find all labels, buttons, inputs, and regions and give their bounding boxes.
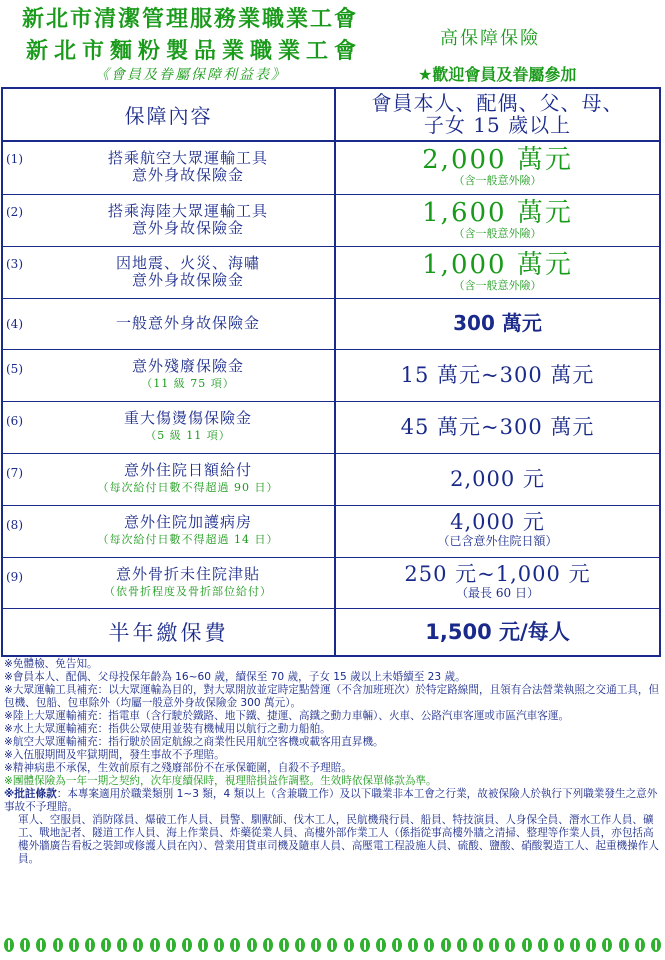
amount-note: （含一般意外險） <box>453 174 542 187</box>
premium-cell <box>336 620 659 644</box>
table-header-row <box>3 89 659 142</box>
endorsement-label: ※批註條款 <box>4 788 57 800</box>
row-number: (3) <box>6 257 23 271</box>
coverage-line1: 意外骨折未住院津貼 <box>115 565 260 583</box>
note-no-exam: ※免體檢、免告知。 <box>4 658 98 670</box>
amount-cell <box>336 467 659 491</box>
slogan: 高保障保險 <box>440 28 540 49</box>
coverage-text <box>43 203 333 237</box>
leaf-icon <box>164 936 178 954</box>
row-number: (5) <box>6 362 23 376</box>
leaf-icon <box>649 936 663 954</box>
notes-section <box>4 658 660 866</box>
table-row <box>3 142 659 195</box>
row-number: (7) <box>6 466 23 480</box>
coverage-line1: 搭乘海陸大眾運輸工具 <box>107 202 268 220</box>
header-coverage: 保障內容 <box>124 104 213 128</box>
leaf-icon <box>277 936 291 954</box>
welcome-banner: ★歡迎會員及眷屬參加 <box>418 65 577 84</box>
coverage-line2: （5 級 11 項） <box>145 429 231 442</box>
amount-note: （已含意外住院日額） <box>437 534 558 548</box>
premium-value: 1,500 元/每人 <box>425 620 570 644</box>
row-number: (2) <box>6 205 23 219</box>
amount-value: 300 萬元 <box>453 311 542 335</box>
amount-value: 1,000 萬元 <box>422 250 573 280</box>
header-insured <box>336 92 659 136</box>
leaf-icon <box>293 936 307 954</box>
leaf-icon <box>520 936 534 954</box>
row-number: (4) <box>6 317 23 331</box>
leaf-icon <box>552 936 566 954</box>
coverage-text <box>43 566 333 600</box>
footer-leaf-border <box>0 936 665 960</box>
note-mental-illness: ※精神病患不承保，生效前原有之殘廢部份不在承保範圍，自殺不予理賠。 <box>4 762 352 774</box>
note-air-transit: ※航空大眾運輸補充：指行駛於固定航線之商業性民用航空客機或載客用直昇機。 <box>4 736 384 748</box>
amount-note: （含一般意外險） <box>453 227 542 240</box>
note-military-prison: ※入伍服期間及牢獄期間，發生事故不予理賠。 <box>4 749 225 761</box>
header-insured-line2: 子女 15 歲以上 <box>423 113 572 137</box>
amount-value: 2,000 元 <box>450 467 545 491</box>
leaf-icon <box>325 936 339 954</box>
leaf-icon <box>51 936 65 954</box>
table-row <box>3 195 659 247</box>
table-row <box>3 402 659 454</box>
table-row <box>3 350 659 402</box>
leaf-icon <box>342 936 356 954</box>
coverage-text <box>43 462 333 496</box>
amount-note: （最長 60 日） <box>456 586 539 600</box>
leaf-icon <box>455 936 469 954</box>
coverage-text <box>43 514 333 548</box>
coverage-text <box>43 255 333 289</box>
amount-value: 1,600 萬元 <box>422 198 573 228</box>
note-water-transit: ※水上大眾運輸補充：指供公眾使用並裝有機械用以航行之動力船舶。 <box>4 723 331 735</box>
coverage-line1: 因地震、火災、海嘯 <box>115 254 260 272</box>
row-number: (8) <box>6 518 23 532</box>
note-land-transit: ※陸上大眾運輸補充：指電車（含行駛於鐵路、地下鐵、捷運、高鐵之動力車輛）、火車、公路汽車客運或市區汽車客運。 <box>4 710 570 722</box>
leaf-icon <box>99 936 113 954</box>
leaf-icon <box>212 936 226 954</box>
leaf-icon <box>374 936 388 954</box>
leaf-icon <box>83 936 97 954</box>
union-name-flour: 新北市麵粉製品業職業工會 <box>26 38 363 64</box>
amount-value: 45 萬元~300 萬元 <box>400 415 595 439</box>
coverage-line1: 搭乘航空大眾運輸工具 <box>107 149 268 167</box>
coverage-line1: 意外住院加護病房 <box>123 513 252 531</box>
coverage-line2: （依骨折程度及骨折部位給付） <box>104 585 272 598</box>
coverage-line2: 意外身故保險金 <box>131 271 244 289</box>
table-subtitle: 《會員及眷屬保障利益表》 <box>95 67 287 83</box>
note-mass-transit: ※大眾運輸工具補充：以大眾運輸為目的，對大眾開放並定時定點營運（不含加班班次）於特定路線間，且領有合法營業執照之交通工具，但包機、包船、包車除外（均屬一般意外身故保險金 300 萬元）。 <box>4 684 660 709</box>
coverage-line1: 重大傷燙傷保險金 <box>123 409 252 427</box>
leaf-icon <box>422 936 436 954</box>
note-group-insurance: ※團體保險為一年一期之契約，次年度續保時，視理賠損益作調整。生效時依保單條款為準。 <box>4 775 437 787</box>
note-endorsement <box>4 788 660 814</box>
amount-cell <box>336 146 659 188</box>
leaf-icon <box>633 936 647 954</box>
table-row <box>3 299 659 350</box>
leaf-icon <box>180 936 194 954</box>
leaf-icon <box>439 936 453 954</box>
coverage-line2: 意外身故保險金 <box>131 219 244 237</box>
coverage-line1: 意外殘廢保險金 <box>131 357 244 375</box>
leaf-icon <box>261 936 275 954</box>
row-number: (6) <box>6 414 23 428</box>
coverage-line1: 意外住院日額給付 <box>123 461 252 479</box>
leaf-icon <box>2 936 16 954</box>
union-name-cleaning: 新北市清潔管理服務業職業工會 <box>22 6 359 32</box>
note-excluded-occupations: 軍人、空服員、消防隊員、爆破工作人員、員警、馴獸師、伐木工人，民航機飛行員、船員、特技演員、人身保全員、潛水工作人員、礦工、戰地記者、隧道工作人員、海上作業員、炸藥從業人員、高樓外部作業工人（係指從事高樓外牆之清掃、整理等作業人員，亦包括高樓外牆廣告看板之裝卸或修護人員在內）、營業用貨車司機及隨車人員、高壓電工程設施人員、硫酸、鹽酸、硝酸製造工人、起重機操作人員。 <box>18 814 659 865</box>
leaf-icon <box>390 936 404 954</box>
table-row <box>3 506 659 558</box>
leaf-icon <box>309 936 323 954</box>
coverage-line2: 意外身故保險金 <box>131 166 244 184</box>
amount-cell <box>336 199 659 241</box>
amount-value: 250 元~1,000 元 <box>404 562 591 586</box>
amount-cell <box>336 363 659 387</box>
endorsement-text: ：本專案適用於職業類別 1~3 類，4 類以上（含兼職工作）及以下職業非本工會之行業，故被保險人於執行下列職業發生之意外事故不予理賠。 <box>4 788 658 813</box>
premium-row <box>3 609 659 655</box>
leaf-icon <box>196 936 210 954</box>
coverage-text <box>43 150 333 184</box>
leaf-icon <box>536 936 550 954</box>
coverage-line2: （11 級 75 項） <box>141 377 235 390</box>
amount-cell <box>336 251 659 293</box>
row-number: (1) <box>6 152 23 166</box>
leaf-icon <box>358 936 372 954</box>
leaf-icon <box>487 936 501 954</box>
leaf-icon <box>131 936 145 954</box>
leaf-icon <box>584 936 598 954</box>
coverage-text <box>43 410 333 444</box>
amount-cell <box>336 311 659 335</box>
amount-value: 4,000 元 <box>450 510 545 534</box>
leaf-icon <box>617 936 631 954</box>
amount-cell <box>336 415 659 439</box>
amount-cell <box>336 510 659 549</box>
benefit-table <box>1 87 661 657</box>
amount-value: 2,000 萬元 <box>422 145 573 175</box>
coverage-text <box>43 315 333 332</box>
amount-value: 15 萬元~300 萬元 <box>400 363 595 387</box>
leaf-icon <box>228 936 242 954</box>
leaf-icon <box>34 936 48 954</box>
amount-note: （含一般意外險） <box>453 279 542 292</box>
leaf-icon <box>115 936 129 954</box>
leaf-icon <box>148 936 162 954</box>
table-row <box>3 454 659 506</box>
coverage-line2: （每次給付日數不得超過 90 日） <box>97 481 279 494</box>
leaf-icon <box>67 936 81 954</box>
premium-label: 半年繳保費 <box>108 621 229 645</box>
leaf-icon <box>406 936 420 954</box>
coverage-line1: 一般意外身故保險金 <box>115 314 260 332</box>
leaf-icon <box>503 936 517 954</box>
leaf-icon <box>568 936 582 954</box>
leaf-icon <box>600 936 614 954</box>
coverage-text <box>43 358 333 392</box>
header-insured-line1: 會員本人、配偶、父、母、 <box>371 91 624 115</box>
note-age: ※會員本人、配偶、父母投保年齡為 16~60 歲，續保至 70 歲，子女 15 歲以上未婚續至 23 歲。 <box>4 671 466 683</box>
table-row <box>3 558 659 609</box>
leaf-icon <box>245 936 259 954</box>
row-number: (9) <box>6 570 23 584</box>
coverage-line2: （每次給付日數不得超過 14 日） <box>97 533 279 546</box>
leaf-icon <box>18 936 32 954</box>
leaf-icon <box>471 936 485 954</box>
table-row <box>3 247 659 299</box>
amount-cell <box>336 562 659 601</box>
